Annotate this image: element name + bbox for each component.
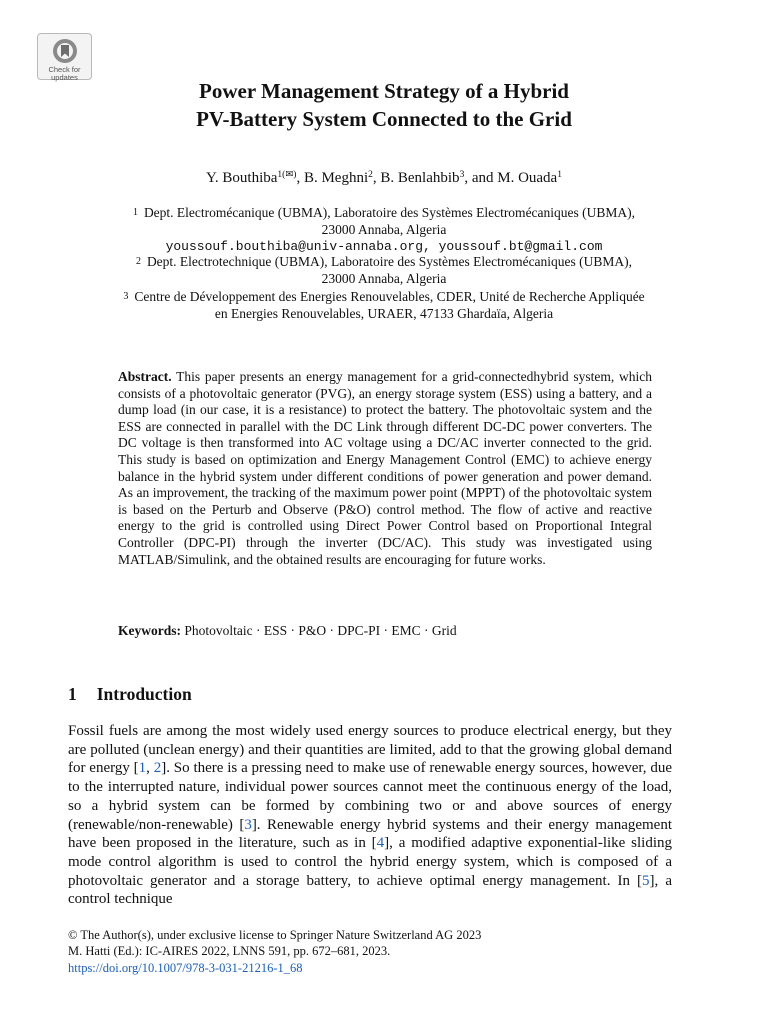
author-3: B. Benlahbib: [380, 170, 460, 186]
body-text-run: ]. Renewable energy hybrid systems and their energy management have been proposed in the literature, such as in [: [68, 816, 672, 852]
affiliation-line: Dept. Electromécanique (UBMA), Laboratoire des Systèmes Electromécaniques (UBMA),: [143, 205, 636, 220]
check-for-updates-badge[interactable]: [37, 33, 92, 80]
body-text-run: Fossil fuels are among the most widely used energy sources to produce electrical energy, but they are polluted (unclean energy) and their quantities are limited, add to that the growing global demand for energy [: [68, 723, 672, 777]
section-title: Introduction: [96, 684, 192, 704]
badge-line2: updates: [51, 73, 78, 82]
abstract: [118, 369, 652, 568]
bookmark-badge-icon: [52, 38, 78, 64]
section-number: 1: [68, 684, 77, 704]
author-1-affil: 1(✉): [277, 170, 297, 180]
author-list: [0, 168, 768, 188]
copyright-notice: © The Author(s), under exclusive license to Springer Nature Switzerland AG 2023: [68, 928, 482, 942]
paper-title: [0, 77, 768, 133]
author-3-affil: 3: [459, 170, 465, 180]
keywords-label: Keywords:: [118, 623, 181, 638]
citation-link[interactable]: 5: [642, 872, 650, 889]
section-heading: [68, 683, 192, 705]
author-2-affil: 2: [368, 170, 373, 180]
author-sep: ,: [372, 170, 381, 186]
body-text-run: ], a modified adaptive exponential-like sliding mode control algorithm is used to control the hybrid energy system, which is composed of a photovoltaic generator and a storage battery, to achieve optimal energy management. In [: [68, 835, 672, 889]
citation-info: M. Hatti (Ed.): IC-AIRES 2022, LNNS 591, pp. 672–681, 2023.: [68, 944, 391, 959]
keywords: [118, 622, 652, 639]
citation-link[interactable]: 2: [153, 760, 162, 777]
author-1: Y. Bouthiba: [206, 170, 278, 186]
affiliation-3: [60, 288, 708, 322]
badge-line1: Check for: [48, 65, 81, 74]
body-text-run: ], a control technique: [68, 872, 673, 908]
title-line1: Power Management Strategy of a Hybrid: [199, 79, 569, 103]
author-4: M. Ouada: [497, 170, 558, 186]
affiliation-2: [60, 253, 708, 287]
author-and: , and: [464, 170, 498, 186]
affiliation-1: [60, 204, 708, 255]
abstract-text: This paper presents an energy management for a grid-connectedhybrid system, which consists of a photovoltaic generator (PVG), an energy storage system (ESS) using a battery, and a dump load (in our case, it is a resistance) to protect the battery. The photovoltaic system and the ESS are connected in parallel with the DC Link through different DC-DC power converters. The DC voltage is then transformed into AC voltage using a DC/AC inverter connected to the grid. This study is based on optimization and Energy Management Control (EMC) to achieve energy balance in the hybrid system under different conditions of power generation and power demand. As an improvement, the tracking of the maximum power point (MPPT) of the photovoltaic system is based on the Perturb and Observe (P&O) control method. The flow of active and reactive energy to the grid is controlled using Direct Power Control based on Proportional Integral Controller (DPC-PI) through the inverter (DC/AC). This study was investigated using MATLAB/Simulink, and the obtained results are encouraging for future works.: [118, 369, 652, 567]
abstract-label: Abstract.: [118, 369, 172, 384]
citation-link[interactable]: 1: [138, 760, 147, 777]
author-2: B. Meghni: [303, 170, 369, 186]
affiliation-number: 2: [135, 256, 141, 267]
title-line2: PV-Battery System Connected to the Grid: [196, 107, 572, 131]
author-4-affil: 1: [557, 170, 562, 180]
footer: [68, 927, 481, 976]
affiliation-number: 1: [132, 207, 138, 218]
body-text-run: ]. So there is a pressing need to make use of renewable energy sources, however, due to the interrupted nature, individual power sources cannot meet the continuous energy of the load, so a hybrid system can be formed by combining two or and above sources of energy (renewable/non-renewable) [: [68, 760, 673, 833]
introduction-paragraph: [68, 722, 672, 909]
affiliation-line: en Energies Renouvelables, URAER, 47133 Ghardaïa, Algeria: [214, 306, 554, 321]
author-email[interactable]: youssouf.bouthiba@univ-annaba.org, youssouf.bt@gmail.com: [165, 239, 603, 254]
affiliation-number: 3: [123, 291, 129, 302]
citation-link[interactable]: 3: [244, 816, 252, 833]
affiliation-line: Centre de Développement des Energies Renouvelables, CDER, Unité de Recherche Appliquée: [134, 289, 645, 304]
keywords-list: Photovoltaic · ESS · P&O · DPC-PI · EMC · Grid: [184, 623, 457, 638]
citation-link[interactable]: 4: [376, 835, 385, 852]
affiliation-line: 23000 Annaba, Algeria: [321, 271, 447, 286]
doi-link[interactable]: https://doi.org/10.1007/978-3-031-21216-1_68: [68, 960, 303, 975]
affiliation-line: 23000 Annaba, Algeria: [321, 222, 447, 237]
affiliation-line: Dept. Electrotechnique (UBMA), Laboratoire des Systèmes Electromécaniques (UBMA),: [146, 254, 633, 269]
body-text-run: ,: [146, 760, 154, 777]
author-sep: ,: [296, 170, 304, 186]
